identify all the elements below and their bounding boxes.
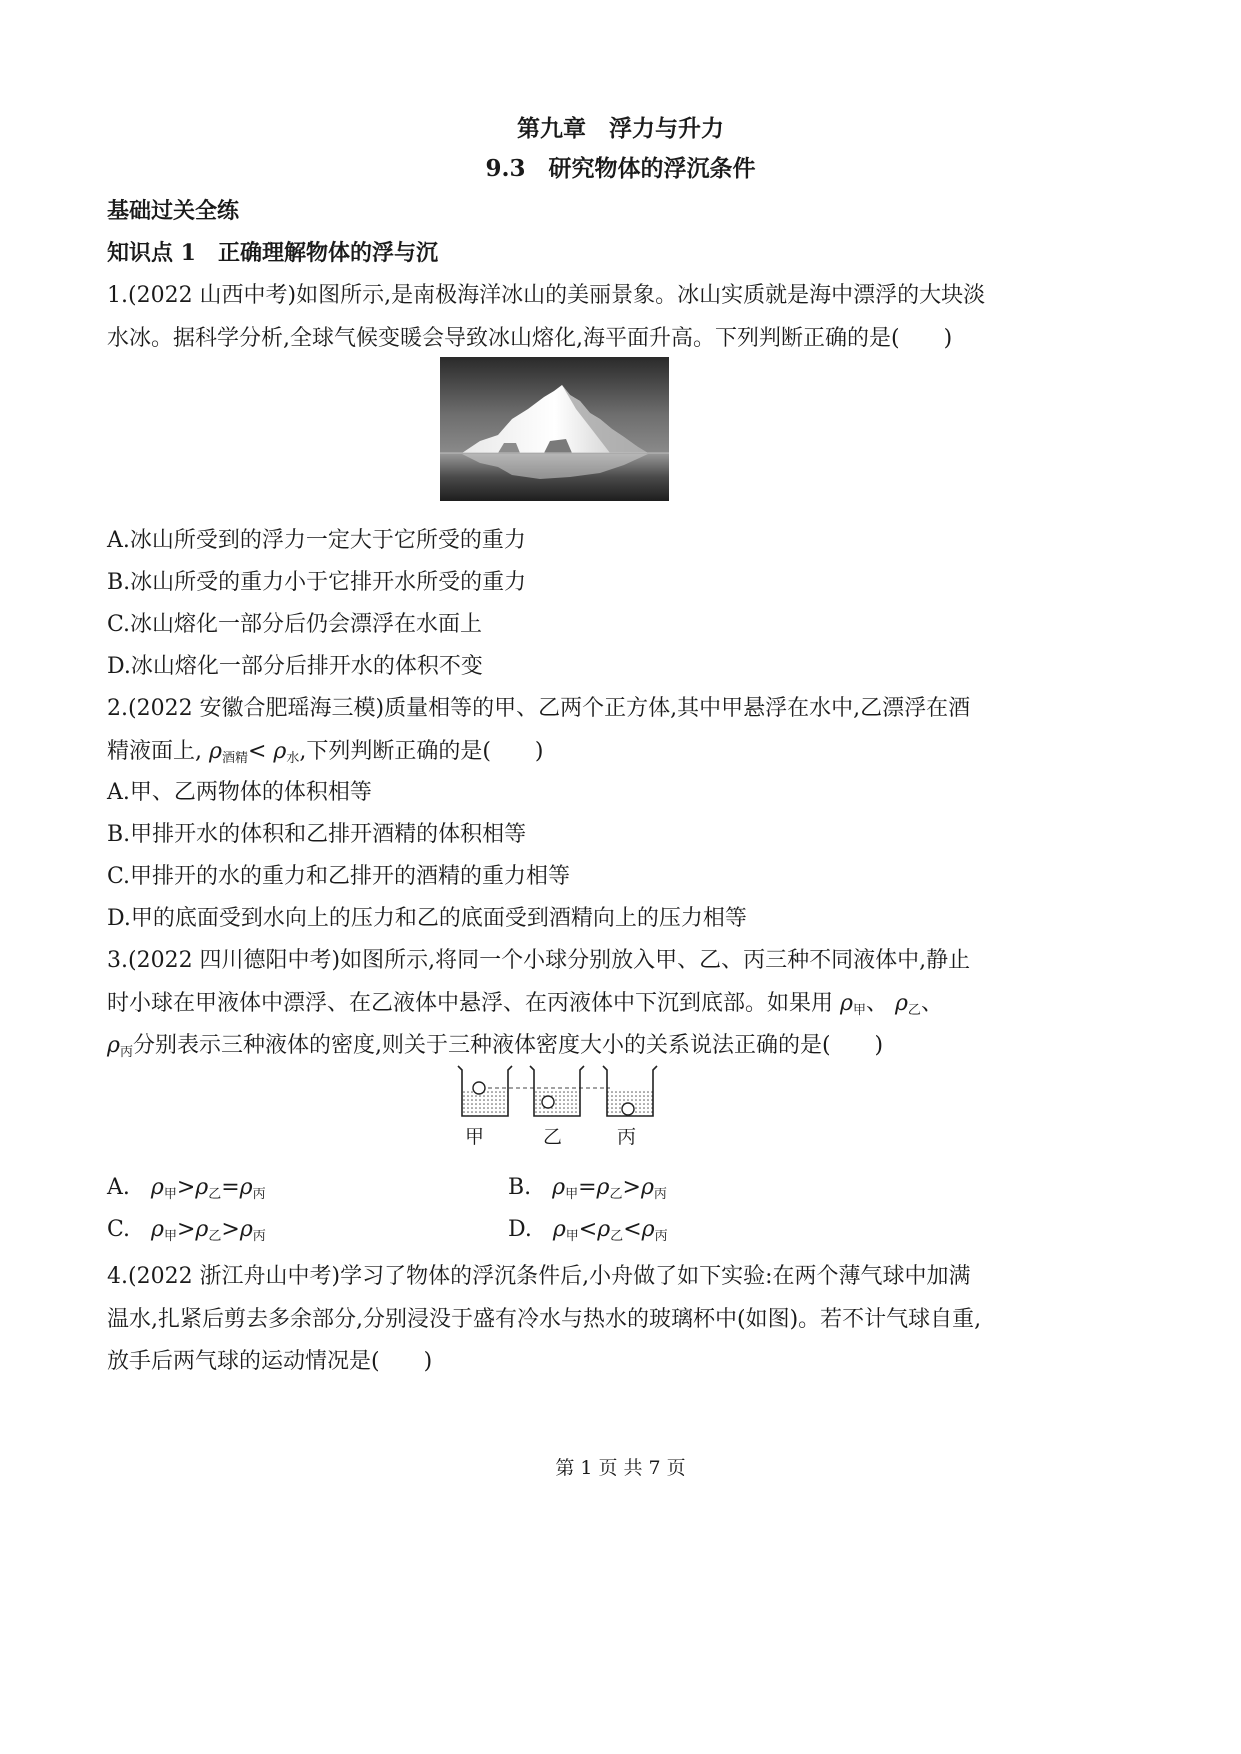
subscript-jia: 甲 (852, 1003, 866, 1018)
rho-symbol: ρ (209, 739, 222, 764)
rho-symbol: ρ (195, 1217, 209, 1242)
rho-symbol: ρ (107, 1033, 120, 1058)
q2-stem-line-2 (107, 734, 544, 765)
subscript-yi: 乙 (609, 1187, 623, 1202)
rho-symbol: ρ (239, 1175, 253, 1200)
page-number-footer: 第 1 页 共 7 页 (555, 1457, 686, 1479)
q3-option-d (508, 1217, 668, 1242)
rho-symbol: ρ (273, 739, 287, 764)
q3-line3-suffix: 分别表示三种液体的密度,则关于三种液体密度大小的关系说法正确的是( ) (132, 1033, 884, 1058)
subscript-jia: 甲 (565, 1229, 579, 1244)
q1-option-a: A.冰山所受到的浮力一定大于它所受的重力 (107, 528, 526, 553)
q3-option-b (508, 1175, 667, 1200)
separator: 、 (920, 991, 943, 1016)
relation-1: = (578, 1175, 597, 1200)
q1-stem-line-1: 1.(2022 山西中考)如图所示,是南极海洋冰山的美丽景象。冰山实质就是海中漂浮的大块淡 (107, 283, 986, 308)
q4-stem-line-2: 温水,扎紧后剪去多余部分,分别浸没于盛有冷水与热水的玻璃杯中(如图)。若不计气球自重, (107, 1307, 982, 1332)
part-heading: 基础过关全练 (107, 198, 240, 224)
rho-symbol: ρ (640, 1175, 654, 1200)
relation-2: < (623, 1217, 642, 1242)
q2-option-b: B.甲排开水的体积和乙排开酒精的体积相等 (107, 822, 527, 847)
q3-stem-line-1: 3.(2022 四川德阳中考)如图所示,将同一个小球分别放入甲、乙、丙三种不同液体中,静止 (107, 948, 971, 973)
q2-line2-suffix: ,下列判断正确的是( ) (299, 739, 544, 764)
q4-stem-line-1: 4.(2022 浙江舟山中考)学习了物体的浮沉条件后,小舟做了如下实验:在两个薄气球中加满 (107, 1264, 971, 1289)
rho-symbol: ρ (239, 1217, 253, 1242)
section-title: 9.3 研究物体的浮沉条件 (485, 155, 756, 182)
q2-line2-prefix: 精液面上, (107, 739, 202, 764)
chapter-title: 第九章 浮力与升力 (517, 115, 724, 142)
q3-option-a (107, 1175, 266, 1200)
relation-1: > (176, 1175, 196, 1200)
less-than-sign: < (247, 739, 267, 764)
figure-label-yi: 乙 (543, 1126, 563, 1148)
rho-symbol: ρ (596, 1175, 610, 1200)
rho-symbol: ρ (151, 1217, 164, 1242)
ball-sunk (622, 1103, 634, 1115)
q4-stem-line-3: 放手后两气球的运动情况是( ) (107, 1349, 433, 1374)
separator: 、 (865, 991, 888, 1016)
subscript-bing: 丙 (119, 1045, 133, 1060)
rho-symbol: ρ (552, 1217, 566, 1242)
rho-symbol: ρ (641, 1217, 655, 1242)
subscript-jia: 甲 (163, 1229, 177, 1244)
relation-2: > (622, 1175, 641, 1200)
subscript-yi: 乙 (907, 1003, 921, 1018)
subscript-bing: 丙 (653, 1187, 667, 1202)
rho-symbol: ρ (894, 991, 908, 1016)
rho-symbol: ρ (150, 1175, 164, 1200)
ball-suspended (542, 1096, 554, 1108)
q3-option-c (107, 1217, 266, 1242)
q3-line2-text: 时小球在甲液体中漂浮、在乙液体中悬浮、在丙液体中下沉到底部。如果用 (107, 991, 834, 1016)
option-letter: A. (107, 1175, 130, 1200)
rho-symbol: ρ (195, 1175, 209, 1200)
subscript-jia: 甲 (163, 1187, 177, 1202)
beaker-bing (603, 1066, 657, 1116)
iceberg-photo (440, 357, 669, 501)
q2-stem-line-1: 2.(2022 安徽合肥瑶海三模)质量相等的甲、乙两个正方体,其中甲悬浮在水中,乙漂浮在酒 (107, 696, 971, 721)
q1-option-c: C.冰山熔化一部分后仍会漂浮在水面上 (107, 612, 483, 637)
q1-option-d: D.冰山熔化一部分后排开水的体积不变 (107, 654, 483, 679)
q3-stem-line-2 (107, 986, 943, 1017)
subscript-bing: 丙 (654, 1229, 668, 1244)
subscript-yi: 乙 (208, 1229, 222, 1244)
option-letter: C. (107, 1217, 131, 1242)
option-letter: B. (508, 1175, 532, 1200)
rho-symbol: ρ (597, 1217, 611, 1242)
relation-1: < (578, 1217, 598, 1242)
relation-2: > (221, 1217, 240, 1242)
subscript-yi: 乙 (610, 1229, 624, 1244)
option-letter: D. (508, 1217, 532, 1242)
q2-option-a: A.甲、乙两物体的体积相等 (107, 780, 372, 805)
subscript-yi: 乙 (208, 1187, 222, 1202)
q2-option-c: C.甲排开的水的重力和乙排开的酒精的重力相等 (107, 864, 571, 889)
subscript-bing: 丙 (252, 1229, 266, 1244)
beaker-yi (530, 1066, 584, 1116)
q3-stem-line-3 (107, 1028, 883, 1059)
relation-1: > (176, 1217, 196, 1242)
q1-option-b: B.冰山所受的重力小于它排开水所受的重力 (107, 570, 527, 595)
q1-stem-line-2: 水冰。据科学分析,全球气候变暖会导致冰山熔化,海平面升高。下列判断正确的是( ) (107, 326, 953, 351)
relation-2: = (221, 1175, 240, 1200)
knowledge-point-heading: 知识点 1 正确理解物体的浮与沉 (107, 240, 438, 266)
subscript-alcohol: 酒精 (221, 751, 248, 766)
figure-label-bing: 丙 (617, 1126, 637, 1148)
subscript-bing: 丙 (252, 1187, 266, 1202)
rho-symbol: ρ (840, 991, 853, 1016)
subscript-jia: 甲 (565, 1187, 579, 1202)
q2-option-d: D.甲的底面受到水向上的压力和乙的底面受到酒精向上的压力相等 (107, 906, 747, 931)
ball-floating (473, 1082, 485, 1094)
figure-label-jia: 甲 (465, 1126, 485, 1148)
subscript-water: 水 (286, 751, 300, 766)
beaker-jia (458, 1066, 512, 1116)
rho-symbol: ρ (552, 1175, 566, 1200)
